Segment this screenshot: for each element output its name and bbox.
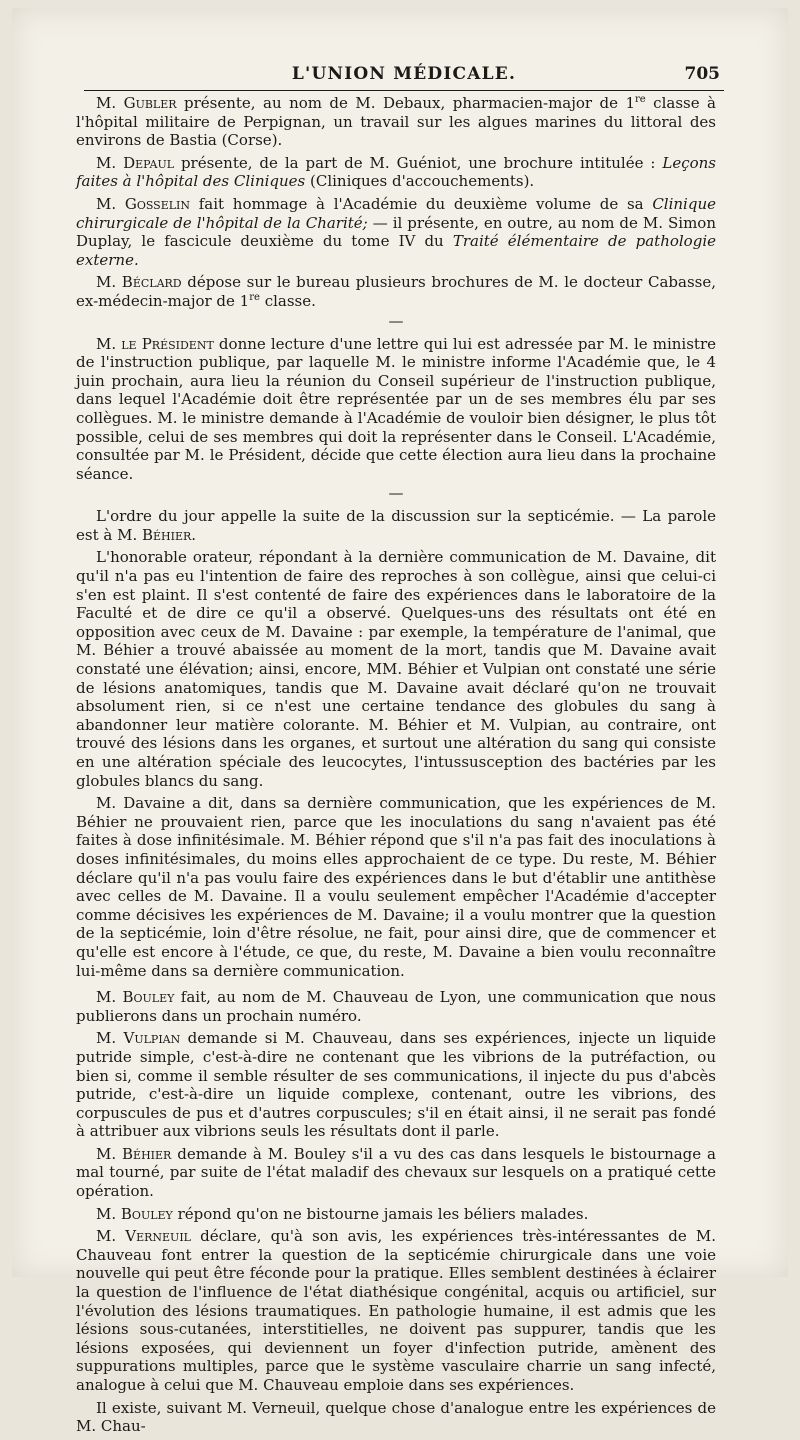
paragraph-president [76, 335, 716, 484]
text-segment: Il existe, suivant M. Verneuil, quelque chose d'analogue entre les expériences de M. Chau- [76, 1398, 716, 1436]
text-segment: Bouley [122, 988, 175, 1007]
text-segment: M. [96, 273, 122, 292]
paragraph-vulpian [76, 1029, 716, 1141]
text-segment: présente, de la part de M. Guéniot, une brochure intitulée : [174, 153, 663, 172]
section-separator: — [388, 311, 404, 330]
text-segment: Traité élémentaire de pathologie externe. [76, 232, 716, 269]
section-separator: — [388, 484, 404, 503]
text-segment: M. [96, 194, 125, 213]
text-segment: Leçons faites à l'hôpital des Cliniques [76, 153, 716, 191]
text-segment: L'ordre du jour appelle la suite de la discussion sur la septicémie. — La parole est à M. [76, 507, 716, 544]
text-segment: M. [96, 988, 123, 1007]
text-segment: Béhier [122, 1144, 172, 1163]
text-segment: M. [96, 1227, 126, 1246]
paragraph-orateur [76, 548, 716, 790]
text-segment: (Cliniques d'accouchements). [305, 172, 535, 191]
journal-title: L'UNION MÉDICALE. [291, 64, 517, 84]
text-segment: classe à l'hôpital militaire de Perpignan, un travail sur les algues marines du littoral des environs de Bastia (Corse). [76, 94, 716, 150]
paragraph-beclard [76, 273, 716, 310]
text-segment: Verneuil [125, 1227, 191, 1246]
article-body [76, 94, 716, 1440]
text-segment: M. Davaine a dit, dans sa dernière communication, que les expériences de M. Béhier ne prouvaient rien, parce que les inoculations du sang n'avaient pas été faites à dose infinitésimale. M. Béhier répond que s'il n'a pas fait des inoculations à doses infinitésimales, du moins elles approchaient de ce type. Du reste, M. Béhier déclare qu'il n'a pas voulu faire des expériences dans le but d'établir une antithèse avec celles de M. Davaine. Il a voulu seulement empêcher l'Académie d'accepter comme décisives les expériences de M. Davaine; il a voulu montrer que la question de la septicémie, loin d'être résolue, ne fait, pour ainsi dire, que de commencer et qu'elle est encore à l'étude, ce que, du reste, M. Davaine a bien voulu reconnaître lui-même dans sa dernière communication. [76, 794, 716, 980]
paragraph-gosselin [76, 195, 716, 269]
text-segment: Vulpian [123, 1029, 181, 1048]
text-segment: présente, au nom de M. Debaux, pharmacien-major de 1 [176, 94, 636, 112]
text-segment: re [635, 94, 646, 105]
text-segment: Gosselin [124, 194, 191, 213]
text-segment: M. [96, 1204, 121, 1223]
text-segment: M. [96, 1029, 124, 1048]
text-segment: déclare, qu'à son avis, les expériences très-intéressantes de M. Chauveau font entrer la question de la septicémie chirurgicale dans une voie nouvelle qui peut être féconde pour la pratique. Elles semblent destinées à éclairer la question de l'influence de l'état diathésique congénital, acquis ou artificiel, sur l'évolution des lésions traumatiques. En pathologie humaine, il est admis que les lésions sous-cutanées, interstitielles, ne doivent pas suppurer, tandis que les lésions exposées, qui deviennent un foyer d'infection putride, amènent des suppurations multiples, parce que le système vasculaire charrie un sang infecté, analogue à celui que M. Chauveau emploie dans ses expériences. [76, 1227, 716, 1394]
paragraph-verneuil [76, 1227, 716, 1394]
text-segment: L'honorable orateur, répondant à la dernière communication de M. Davaine, dit qu'il n'a pas eu l'intention de faire des reproches à son collègue, ainsi que celui-ci s'en est plaint. Il s'est contenté de faire des expériences dans le laboratoire de la Faculté et de dire ce qu'il a observé. Quelques-uns des résultats ont été en opposition avec ceux de M. Davaine : par exemple, la température de l'animal, que M. Béhier a trouvé abaissée au moment de la mort, tandis que M. Davaine avait constaté une élévation; ainsi, encore, MM. Béhier et Vulpian ont constaté une série de lésions anatomiques, tandis que M. Davaine avait déclaré qu'on ne trouvait absolument rien, si ce n'est une certaine tendance des globules du sang à abandonner leur matière colorante. M. Béhier et M. Vulpian, au contraire, ont trouvé des lésions dans les organes, et surtout une altération du sang qui consiste en une altération spéciale des leucocytes, l'intussusception des bactéries par les globules blancs du sang. [76, 548, 716, 790]
running-header [84, 60, 724, 91]
paragraph-chauveau [76, 1399, 716, 1436]
text-segment: fait hommage à l'Académie du deuxième volume de sa [190, 194, 653, 213]
paragraph-bouley-1 [76, 988, 716, 1025]
paragraph-depaul [76, 154, 716, 191]
text-segment: — il présente, en outre, au nom de M. Simon Duplay, le fascicule deuxième du tome IV du [76, 213, 716, 251]
text-segment: M. [96, 334, 122, 353]
text-segment: Bouley [120, 1204, 173, 1223]
text-segment: Béhier [141, 525, 192, 544]
text-segment: . [191, 525, 197, 544]
text-segment: Depaul [123, 153, 175, 172]
paragraph-ordre-du-jour [76, 507, 716, 544]
text-segment: M. [96, 94, 124, 112]
text-segment: demande à M. Bouley s'il a vu des cas dans lesquels le bistournage a mal tourné, par suite de l'état maladif des chevaux sur lesquels on a pratiqué cette opération. [76, 1144, 716, 1201]
text-segment: M. [96, 1144, 123, 1163]
paragraph-behier [76, 1145, 716, 1201]
text-segment: dépose sur le bureau plusieurs brochures de M. le docteur Cabasse, ex-médecin-major de 1 [76, 273, 716, 310]
page-number: 705 [684, 64, 720, 84]
text-segment: demande si M. Chauveau, dans ses expériences, injecte un liquide putride simple, c'est-à-dire ne contenant que les vibrions de la putréfaction, ou bien si, comme il semble résulter de ses communications, il injecte du pus d'abcès putride, c'est-à-dire un liquide complexe, contenant, outre les vibrions, des corpuscules de pus et d'autres corpuscules; s'il en était ainsi, il ne serait pas fondé à attribuer aux vibrions seuls les résultats dont il parle. [76, 1029, 716, 1141]
text-segment: Béclard [121, 273, 182, 292]
text-segment: classe. [259, 291, 316, 310]
text-segment: le Président [121, 334, 214, 353]
text-segment: donne lecture d'une lettre qui lui est adressée par M. le ministre de l'instruction publique, par laquelle M. le ministre informe l'Académie que, le 4 juin prochain, aura lieu la réunion du Conseil supérieur de l'instruction publique, dans lequel l'Académie doit être représentée par un de ses membres élu par ses collègues. M. le ministre demande à l'Académie de vouloir bien désigner, le plus tôt possible, celui de ses membres qui doit la représenter dans le Conseil. L'Académie, consultée par M. le Président, décide que cette élection aura lieu dans la prochaine séance. [76, 334, 716, 483]
paragraph-gubler [76, 94, 716, 150]
text-segment: M. [96, 153, 124, 172]
text-segment: re [249, 291, 260, 303]
text-segment: répond qu'on ne bistourne jamais les béliers malades. [172, 1204, 589, 1223]
text-segment: Clinique chirurgicale de l'hôpital de la Charité; [76, 194, 716, 232]
text-segment: Gubler [123, 94, 177, 112]
text-segment: fait, au nom de M. Chauveau de Lyon, une communication que nous publierons dans un prochain numéro. [76, 988, 716, 1025]
paragraph-bouley-2 [76, 1205, 716, 1224]
paragraph-davaine [76, 794, 716, 980]
